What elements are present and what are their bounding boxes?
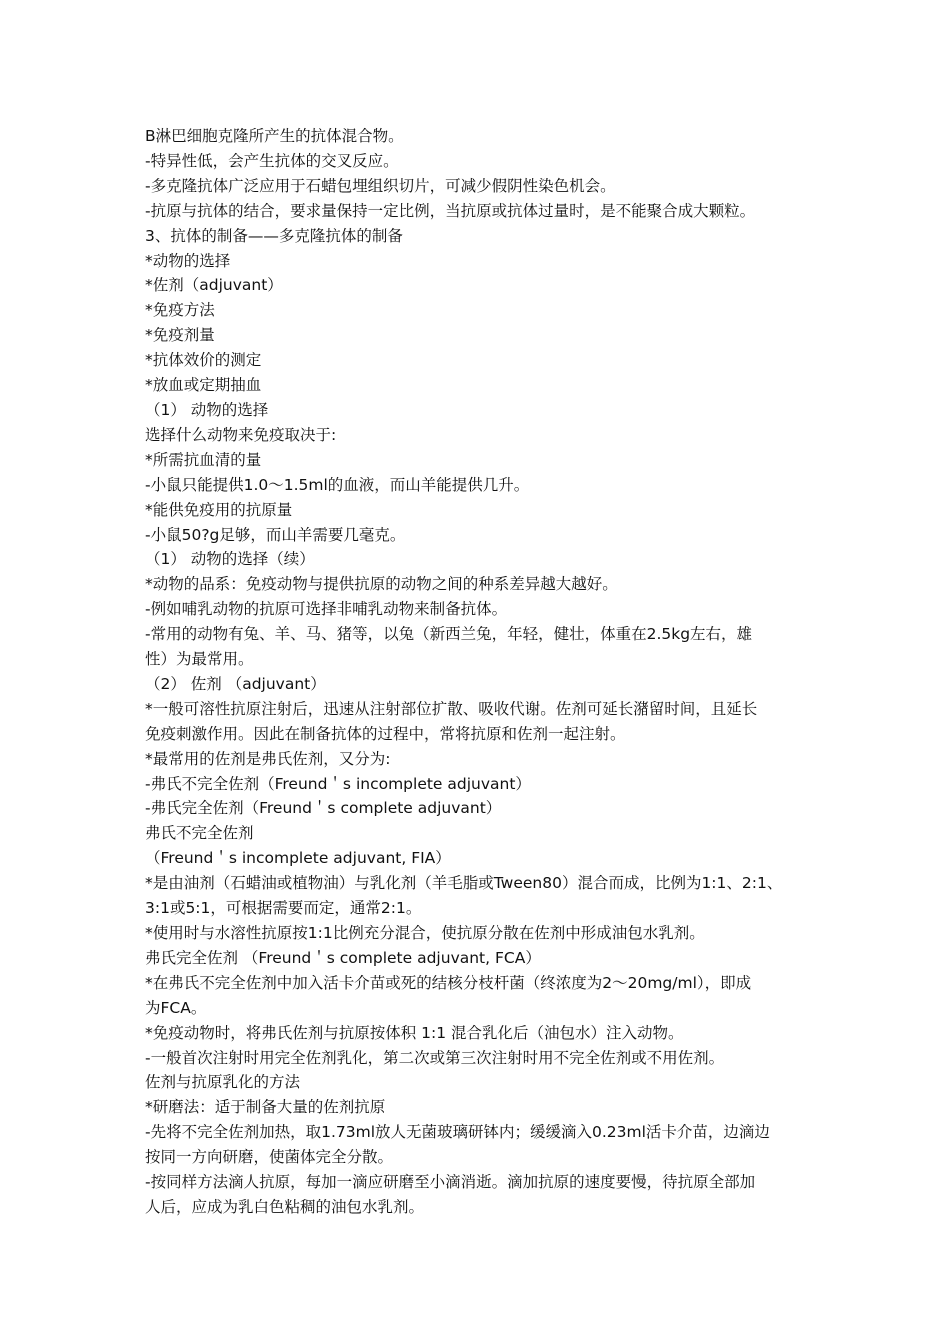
text-line: -多克隆抗体广泛应用于石蜡包埋组织切片，可减少假阴性染色机会。 (145, 176, 616, 195)
subsection-heading: 弗氏不完全佐剂 (145, 824, 254, 843)
text-line: -例如哺乳动物的抗原可选择非哺乳动物来制备抗体。 (145, 600, 508, 619)
text-line: -小鼠50?g足够，而山羊需要几毫克。 (145, 525, 406, 544)
text-line: （Freund＇s incomplete adjuvant, FIA） (145, 849, 451, 868)
text-line: -一般首次注射时用完全佐剂乳化，第二次或第三次注射时用不完全佐剂或不用佐剂。 (145, 1048, 725, 1067)
subsection-heading: 弗氏完全佐剂 （Freund＇s complete adjuvant, FCA） (145, 948, 541, 967)
text-line: -常用的动物有兔、羊、马、猪等，以兔（新西兰兔，年轻，健壮，体重在2.5kg左右，雄 (145, 625, 753, 644)
subsection-heading: （1） 动物的选择 (145, 400, 269, 419)
list-item: *佐剂（adjuvant） (145, 276, 283, 295)
list-item: *免疫动物时，将弗氏佐剂与抗原按体积 1:1 混合乳化后（油包水）注入动物。 (145, 1023, 684, 1042)
subsection-heading: （1） 动物的选择（续） (145, 550, 315, 569)
text-line: 为FCA。 (145, 998, 207, 1017)
text-line: -弗氏完全佐剂（Freund＇s complete adjuvant） (145, 799, 502, 818)
list-item: *放血或定期抽血 (145, 376, 262, 395)
text-line: 按同一方向研磨，使菌体完全分散。 (145, 1148, 394, 1167)
document-body (145, 124, 815, 1220)
list-item: *免疫剂量 (145, 326, 215, 345)
subsection-heading: （2） 佐剂 （adjuvant） (145, 674, 326, 693)
text-line: -特异性低，会产生抗体的交叉反应。 (145, 151, 399, 170)
list-item: *使用时与水溶性抗原按1:1比例充分混合，使抗原分散在佐剂中形成油包水乳剂。 (145, 924, 705, 942)
list-item: *是由油剂（石蜡油或植物油）与乳化剂（羊毛脂或Tween80）混合而成，比例为1:1、2:1、 (145, 874, 783, 893)
text-line: 人后，应成为乳白色粘稠的油包水乳剂。 (145, 1197, 425, 1216)
text-line: -按同样方法滴人抗原，每加一滴应研磨至小滴消逝。滴加抗原的速度要慢，待抗原全部加 (145, 1173, 756, 1192)
list-item: *动物的品系：免疫动物与提供抗原的动物之间的种系差异越大越好。 (145, 575, 618, 594)
text-line: -弗氏不完全佐剂（Freund＇s incomplete adjuvant） (145, 774, 531, 793)
list-item: *最常用的佐剂是弗氏佐剂，又分为: (145, 749, 391, 768)
list-item: *抗体效价的测定 (145, 351, 262, 370)
list-item: *免疫方法 (145, 301, 215, 320)
list-item: *一般可溶性抗原注射后，迅速从注射部位扩散、吸收代谢。佐剂可延长潴留时间，且延长 (145, 699, 758, 718)
list-item: *研磨法：适于制备大量的佐剂抗原 (145, 1098, 386, 1117)
section-heading: 3、抗体的制备——多克隆抗体的制备 (145, 226, 403, 245)
text-line: B淋巴细胞克隆所产生的抗体混合物。 (145, 127, 404, 145)
list-item: *所需抗血清的量 (145, 450, 262, 469)
text-line: -小鼠只能提供1.0～1.5ml的血液，而山羊能提供几升。 (145, 475, 530, 494)
text-line: 性）为最常用。 (145, 650, 254, 669)
subsection-heading: 佐剂与抗原乳化的方法 (145, 1073, 301, 1092)
text-line: 免疫刺激作用。因此在制备抗体的过程中，常将抗原和佐剂一起注射。 (145, 724, 626, 743)
list-item: *能供免疫用的抗原量 (145, 500, 293, 519)
text-line: -抗原与抗体的结合，要求量保持一定比例，当抗原或抗体过量时，是不能聚合成大颗粒。 (145, 201, 756, 220)
list-item: *在弗氏不完全佐剂中加入活卡介苗或死的结核分枝杆菌（终浓度为2～20mg/ml），即成 (145, 973, 752, 992)
text-line: -先将不完全佐剂加热，取1.73ml放人无菌玻璃研钵内；缓缓滴入0.23ml活卡介苗，边滴边 (145, 1123, 770, 1142)
text-line: 3:1或5:1，可根据需要而定，通常2:1。 (145, 899, 422, 918)
text-line: 选择什么动物来免疫取决于: (145, 425, 337, 444)
list-item: *动物的选择 (145, 251, 231, 270)
